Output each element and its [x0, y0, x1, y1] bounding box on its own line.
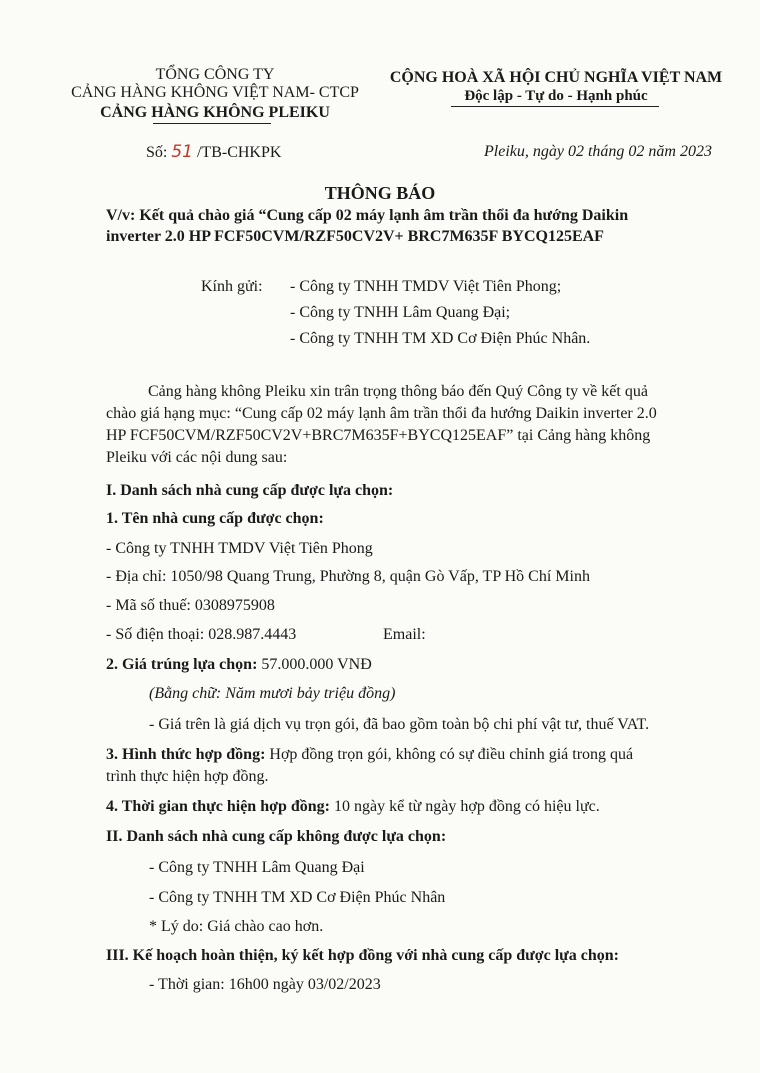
contract-time: - Thời gian: 16h00 ngày 03/02/2023 [149, 976, 381, 993]
winning-price [106, 656, 372, 674]
contract-form [106, 746, 633, 764]
nation-underline [451, 106, 659, 107]
contract-form-text: Hợp đồng trọn gói, không có sự điều chỉnh giá trong quá [269, 746, 634, 763]
subject-line-1: V/v: Kết quả chào giá “Cung cấp 02 máy lạnh âm trần thổi đa hướng Daikin [106, 207, 629, 224]
contract-duration [106, 798, 600, 816]
winning-price-label: 2. Giá trúng lựa chọn: [106, 656, 258, 673]
recipient-item: - Công ty TNHH Lâm Quang Đại; [290, 304, 511, 321]
selected-email-label: Email: [383, 626, 426, 643]
doc-title: THÔNG BÁO [324, 183, 436, 203]
doc-number-handwritten: 51 [171, 142, 193, 162]
selected-company: - Công ty TNHH TMDV Việt Tiên Phong [106, 540, 373, 557]
recipients-label: Kính gửi: [201, 278, 263, 295]
contract-form-label: 3. Hình thức hợp đồng: [106, 746, 266, 763]
nation-line-1: CỘNG HOÀ XÃ HỘI CHỦ NGHĨA VIỆT NAM [389, 69, 723, 86]
section-2-heading: II. Danh sách nhà cung cấp không được lựa chọn: [106, 828, 447, 845]
contract-duration-text: 10 ngày kể từ ngày hợp đồng có hiệu lực. [333, 798, 600, 815]
section-1-heading: I. Danh sách nhà cung cấp được lựa chọn: [106, 482, 394, 499]
intro-line-1: Cảng hàng không Pleiku xin trân trọng thông báo đến Quý Công ty về kết quả [148, 383, 648, 400]
rejected-company: - Công ty TNHH TM XD Cơ Điện Phúc Nhân [149, 889, 446, 906]
contract-duration-label: 4. Thời gian thực hiện hợp đồng: [106, 798, 330, 815]
section-3-heading: III. Kế hoạch hoàn thiện, ký kết hợp đồng với nhà cung cấp được lựa chọn: [106, 947, 620, 964]
intro-line-2: chào giá hạng mục: “Cung cấp 02 máy lạnh âm trần thổi đa hướng Daikin inverter 2.0 [106, 405, 657, 422]
org-line-3: CẢNG HÀNG KHÔNG PLEIKU [100, 104, 330, 121]
rejected-company: - Công ty TNHH Lâm Quang Đại [149, 859, 365, 876]
org-line-2: CẢNG HÀNG KHÔNG VIỆT NAM- CTCP [71, 84, 359, 101]
price-note: - Giá trên là giá dịch vụ trọn gói, đã bao gồm toàn bộ chi phí vật tư, thuế VAT. [149, 716, 650, 733]
rejection-reason: * Lý do: Giá chào cao hơn. [149, 918, 324, 935]
recipient-item: - Công ty TNHH TMDV Việt Tiên Phong; [290, 278, 562, 295]
org-underline [153, 123, 271, 124]
nation-line-2: Độc lập - Tự do - Hạnh phúc [464, 88, 648, 104]
section-1-sub1-heading: 1. Tên nhà cung cấp được chọn: [106, 510, 324, 527]
doc-number [146, 142, 281, 162]
selected-phone: - Số điện thoại: 028.987.4443 [106, 626, 297, 643]
intro-line-4: Pleiku với các nội dung sau: [106, 449, 288, 466]
date-line: Pleiku, ngày 02 tháng 02 năm 2023 [484, 143, 712, 160]
selected-address: - Địa chỉ: 1050/98 Quang Trung, Phường 8, quận Gò Vấp, TP Hồ Chí Minh [106, 568, 590, 585]
recipient-item: - Công ty TNHH TM XD Cơ Điện Phúc Nhân. [290, 330, 591, 347]
price-in-words: (Bằng chữ: Năm mươi bảy triệu đồng) [149, 685, 396, 702]
doc-number-suffix: /TB-CHKPK [196, 144, 282, 161]
subject-line-2: inverter 2.0 HP FCF50CVM/RZF50CV2V+ BRC7M635F BYCQ125EAF [106, 228, 604, 245]
winning-price-value: 57.000.000 VNĐ [261, 656, 372, 673]
doc-number-prefix: Số: [146, 144, 168, 161]
org-line-1: TỔNG CÔNG TY [155, 66, 275, 83]
intro-line-3: HP FCF50CVM/RZF50CV2V+BRC7M635F+BYCQ125EAF” tại Cảng hàng không [106, 427, 651, 444]
contract-form-text-cont: trình thực hiện hợp đồng. [106, 768, 269, 785]
selected-tax-code: - Mã số thuế: 0308975908 [106, 597, 275, 614]
